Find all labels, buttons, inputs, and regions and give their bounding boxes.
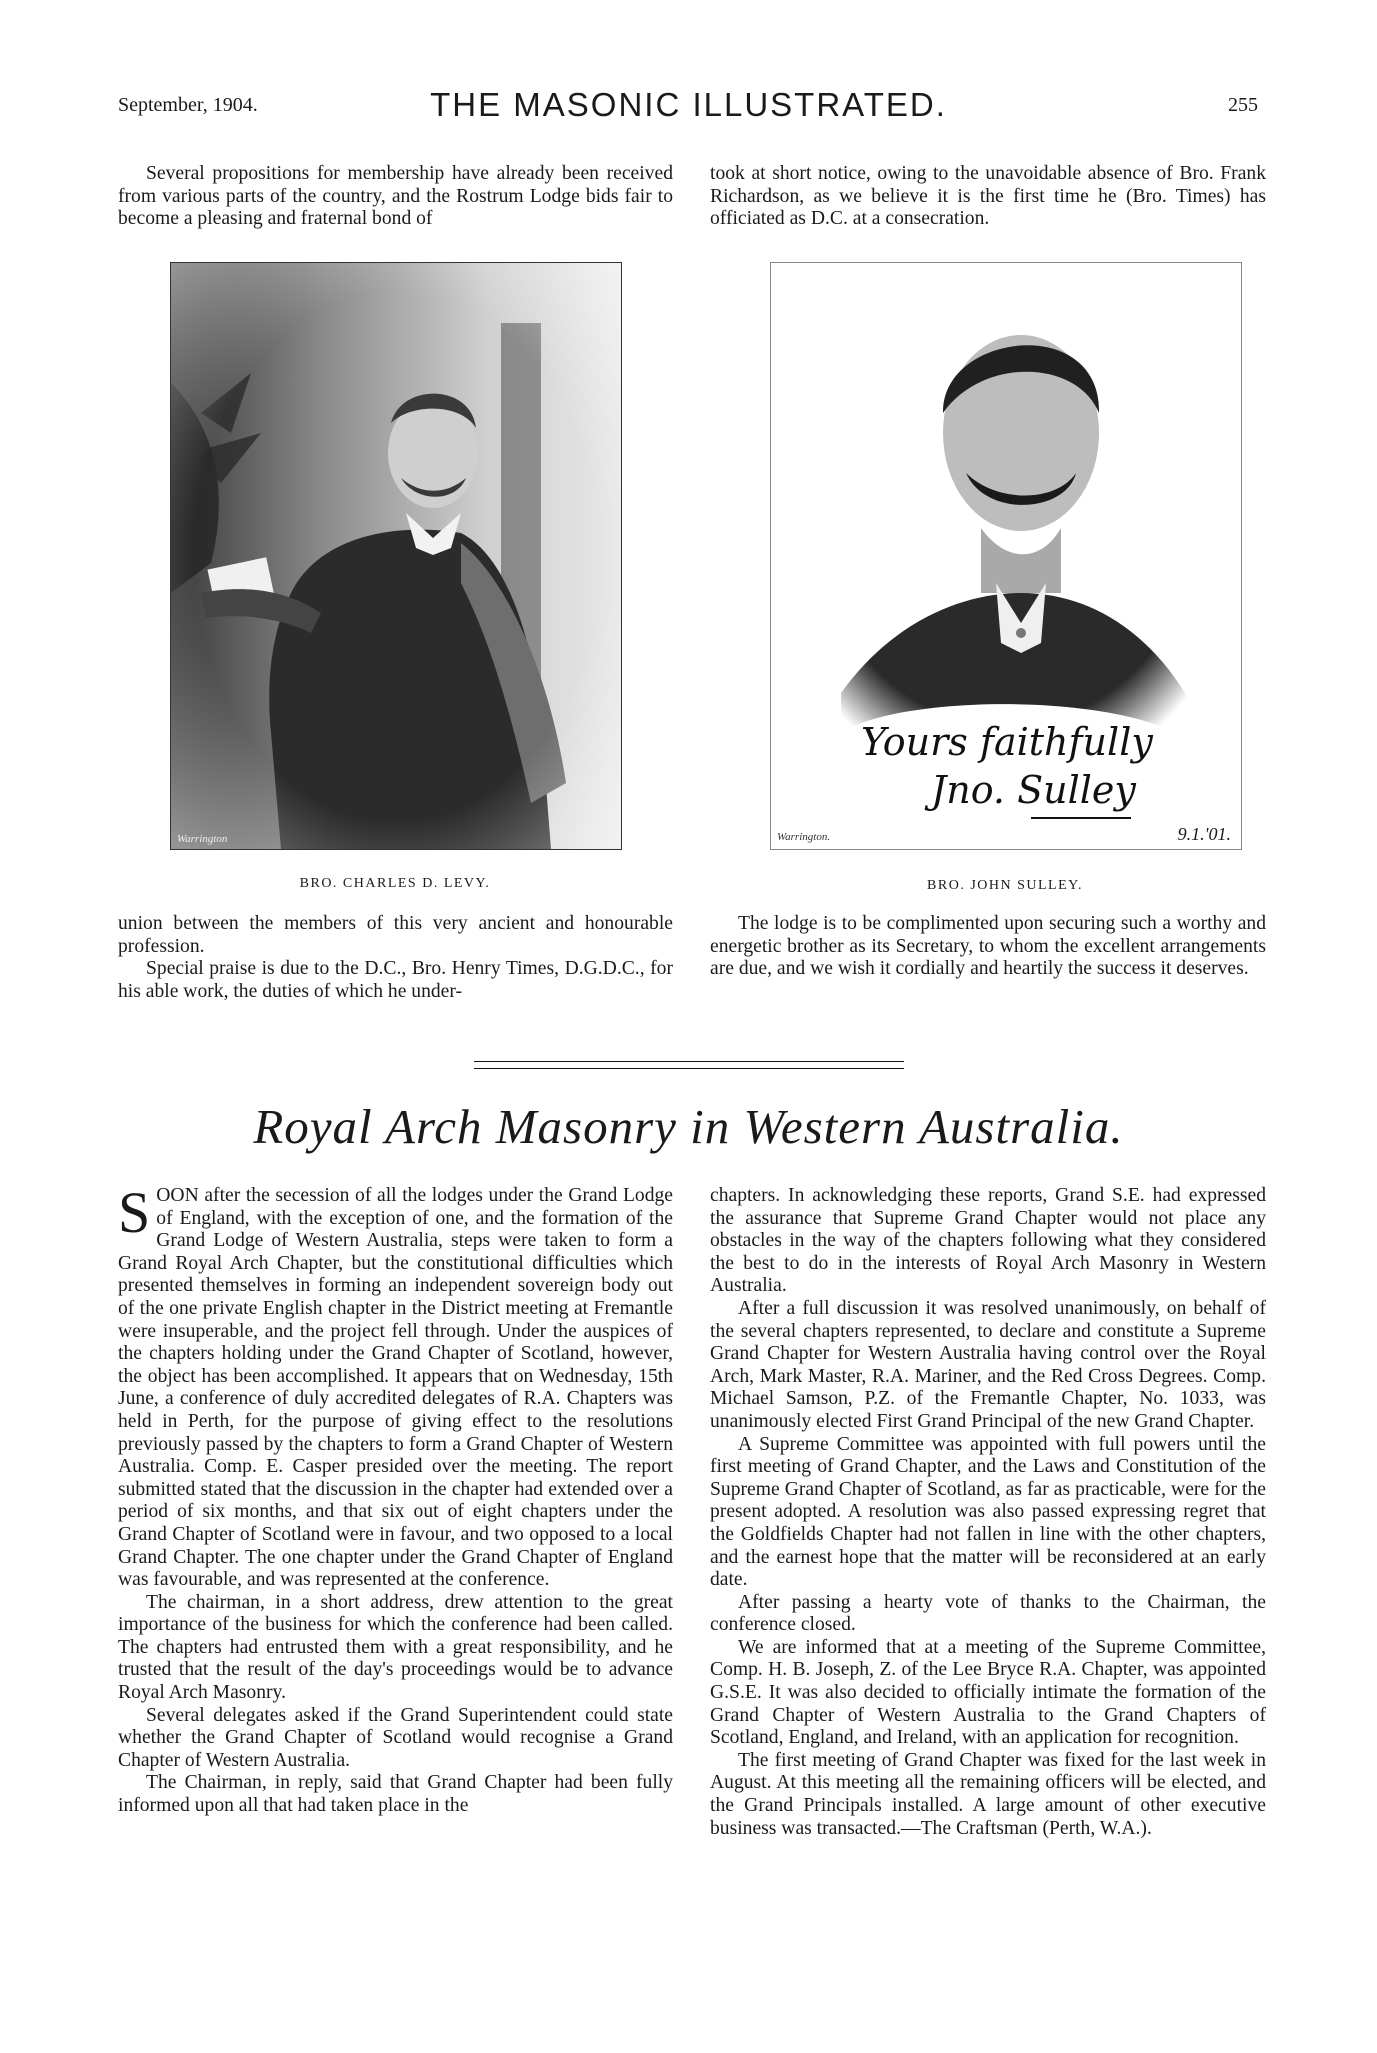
article-right-column <box>710 1185 1266 1840</box>
portrait-john-sulley <box>770 262 1242 850</box>
article-paragraph-6: After a full discussion it was resolved unanimously, on behalf of the several chapters represented, to declare and constitute a Supreme Grand Chapter for Western Australia having control over the Royal Arch, Mark Master, R.A. Mariner, and the Red Cross Degrees. Comp. Michael Samson, P.Z. of the Fremantle Chapter, No. 1033, was unanimously elected First Grand Principal of the new Grand Chapter. <box>710 1297 1266 1432</box>
photographer-mark-left: Warrington <box>177 833 228 845</box>
article-title: Royal Arch Masonry in Western Australia. <box>253 1099 1124 1154</box>
right-intro-paragraph <box>710 163 1266 231</box>
divider-rule-top <box>474 1061 904 1062</box>
signature-line-1: Yours faithfully <box>861 720 1153 764</box>
right-after-paragraph: The lodge is to be complimented upon securing such a worthy and energetic brother as its Secretary, to whom the excellent arrangements are due, and we wish it cordially and heartily the success it deserves. <box>710 913 1266 980</box>
divider-rule-bottom <box>474 1068 904 1069</box>
left-intro-text: Several propositions for membership have already been received from various parts of the country, and the Rostrum Lodge bids fair to become a pleasing and fraternal bond of <box>118 163 673 230</box>
article-paragraph-4: The Chairman, in reply, said that Grand Chapter had been fully informed upon all that had taken place in the <box>118 1772 673 1817</box>
portrait-charles-levy <box>170 262 622 850</box>
right-intro-text: took at short notice, owing to the unavoidable absence of Bro. Frank Richardson, as we believe it is the first time he (Bro. Times) has officiated as D.C. at a consecration. <box>710 163 1266 230</box>
article-paragraph-2: The chairman, in a short address, drew attention to the great importance of the business for which the conference had been called. The chapters had entrusted them with a great responsibility, and he trusted that the result of the day's proceedings would be to advance Royal Arch Masonry. <box>118 1591 673 1704</box>
article-paragraph-9: We are informed that at a meeting of the Supreme Committee, Comp. H. B. Joseph, Z. of the Lee Bryce R.A. Chapter, was appointed G.S.E. It was also decided to officially intimate the formation of the Grand Chapter of Western Australia to the Grand Chapters of Scotland, England, and Ireland, with an application for recognition. <box>710 1636 1266 1749</box>
signature-line-2: Jno. Sulley <box>931 768 1136 812</box>
left-intro-paragraph <box>118 163 673 231</box>
left-after-photo-text <box>118 913 673 1003</box>
caption-charles-levy: BRO. CHARLES D. LEVY. <box>299 876 491 891</box>
article-paragraph-3: Several delegates asked if the Grand Superintendent could state whether the Grand Chapter of Scotland would recognise a Grand Chapter of Western Australia. <box>118 1704 673 1771</box>
article-paragraph-8: After passing a hearty vote of thanks to the Chairman, the conference closed. <box>710 1591 1266 1636</box>
publication-title: THE MASONIC ILLUSTRATED. <box>430 86 947 123</box>
left-after-paragraph-2: Special praise is due to the D.C., Bro. Henry Times, D.G.D.C., for his able work, the duties of which he under- <box>118 958 673 1002</box>
left-after-paragraph-1: union between the members of this very ancient and honourable profession. <box>118 913 673 957</box>
right-after-photo-text <box>710 913 1266 981</box>
photographer-mark-right: Warrington. <box>777 831 831 843</box>
article-left-column <box>118 1180 673 1818</box>
page-number: 255 <box>1228 94 1258 116</box>
article-paragraph-7: A Supreme Committee was appointed with full powers until the first meeting of Grand Chapter, and the Laws and Constitution of the Supreme Grand Chapter of Scotland, as far as practicable, were for the present adopted. A resolution was also passed expressing regret that the Goldfields Chapter had not fallen in line with the other chapters, and the earnest hope that the matter will be reconsidered at an early date. <box>710 1433 1266 1591</box>
caption-john-sulley: BRO. JOHN SULLEY. <box>927 878 1083 893</box>
drop-cap: S <box>118 1180 151 1245</box>
article-paragraph-1 <box>118 1180 673 1592</box>
article-paragraph-1-text: OON after the secession of all the lodges under the Grand Lodge of England, with the exception of one, and the formation of the Grand Lodge of Western Australia, steps were taken to form a Grand Royal Arch Chapter, but the constitutional difficulties which presented themselves in forming an independent sovereign body out of the one private English chapter in the District meeting at Fremantle were insuperable, and the project fell through. Under the auspices of the chapters holding under the Grand Chapter of Scotland, however, the object has been accomplished. It appears that on Wednesday, 15th June, a conference of duly accredited delegates of R.A. Chapters was held in Perth, for the purpose of giving effect to the resolutions previously passed by the chapters to form a Grand Chapter of Western Australia. Comp. E. Casper presided over the meeting. The report submitted stated that the discussion in the chapter had extended over a period of six months, and that six out of eight chapters under the Grand Chapter of Scotland were in favour, and two opposed to a local Grand Chapter. The one chapter under the Grand Chapter of England was favourable, and was represented at the conference. <box>118 1185 673 1591</box>
article-paragraph-10: The first meeting of Grand Chapter was fixed for the last week in August. At this meeting all the remaining officers will be elected, and the Grand Principals installed. A large amount of other executive business was transacted.—The Craftsman (Perth, W.A.). <box>710 1749 1266 1839</box>
issue-date: September, 1904. <box>118 94 258 116</box>
portrait-charles-levy-image <box>171 263 621 849</box>
portrait-john-sulley-image <box>771 263 1241 849</box>
article-paragraph-5: chapters. In acknowledging these reports, Grand S.E. had expressed the assurance that Supreme Grand Chapter would not place any obstacles in the way of the chapters following what they considered the best to do in the interests of Royal Arch Masonry in Western Australia. <box>710 1185 1266 1297</box>
signature-date: 9.1.'01. <box>1177 824 1231 844</box>
